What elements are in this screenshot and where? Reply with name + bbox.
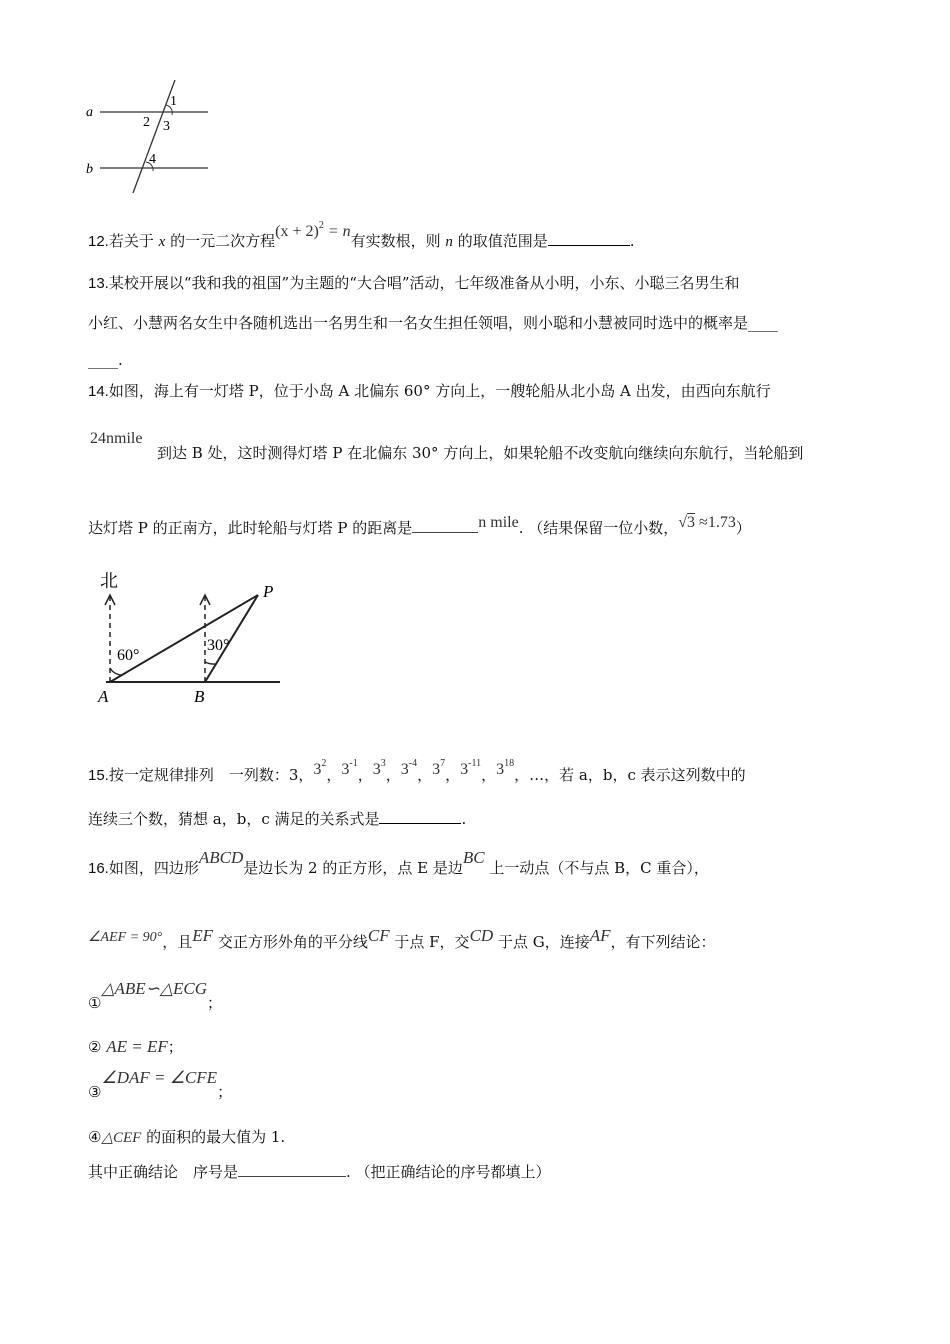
q14-unit: n mile	[478, 514, 519, 531]
question-14-line3	[88, 514, 751, 539]
label-a: a	[86, 105, 93, 120]
math-ef: EF	[192, 926, 214, 945]
math-af: AF	[589, 926, 611, 945]
q15-text-2: ，…，若 a，b，c 表示这列数中的	[514, 766, 746, 784]
question-16-line1: 16.如图，四边形ABCD是边长为 2 的正方形，点 E 是边BC 上一动点（不与点 B，C 重合），	[88, 848, 709, 877]
var-x: x	[158, 234, 166, 250]
term-7: $3^{18}$	[496, 758, 515, 778]
label-3: 3	[163, 119, 170, 134]
term-4: $3^{-4}$	[400, 758, 418, 778]
c4-math: △CEF	[101, 1130, 142, 1146]
term-3: $3^3$	[372, 758, 386, 778]
q13-text-2: 小红、小慧两名女生中各随机选出一名男生和一名女生担任领唱，则小聪和小慧被同时选中的概率是____	[88, 314, 779, 332]
question-13-line2	[88, 313, 778, 333]
q13-text-1: 某校开展以“我和我的祖国”为主题的“大合唱”活动，七年级准备从小明，小东、小聪三名男生和	[108, 274, 740, 292]
label-b: b	[86, 162, 93, 177]
q14-distance: 24nmile	[90, 430, 143, 447]
final-answer-line: 其中正确结论 序号是 . （把正确结论的序号都填上）	[88, 1163, 551, 1181]
term-6: $3^{-11}$	[460, 758, 482, 778]
question-number: 15.	[88, 767, 109, 784]
math-abcd: ABCD	[198, 848, 244, 867]
angle-arc-60	[110, 668, 122, 675]
answer-blank[interactable]	[379, 809, 461, 824]
label-2: 2	[143, 115, 150, 130]
question-12: 12.若关于 x 的一元二次方程$(x + 2)^2 = n$有实数根，则 n 的取值范围是 .	[88, 220, 635, 250]
conclusion-4: ④△CEF 的面积的最大值为 1.	[88, 1128, 286, 1146]
sqrt-expr: √3 ≈1.73	[678, 514, 736, 531]
var-n: n	[445, 234, 453, 250]
label-b: B	[194, 687, 205, 706]
answer-blank[interactable]	[548, 231, 630, 246]
q12-text-4: 的取值范围是	[457, 232, 548, 250]
conclusion-2: ② AE = EF；	[88, 1037, 183, 1056]
math-bc: BC	[462, 848, 485, 867]
label-1: 1	[170, 94, 177, 109]
q14-text-3a: 达灯塔 P 的正南方，此时轮船与灯塔 P 的距离是	[88, 519, 413, 537]
question-number: 14.	[88, 383, 109, 400]
angle-arc-30	[205, 662, 215, 664]
q15-text-1: 按一定规律排列 一列数：3，	[108, 766, 314, 784]
answer-blank[interactable]	[238, 1162, 346, 1177]
question-13-line3	[88, 350, 123, 370]
math-cf: CF	[367, 926, 390, 945]
q14-text-2: 到达 B 处，这时测得灯塔 P 在北偏东 30° 方向上，如果轮船不改变航向继续向东航行，当轮船到	[157, 444, 804, 462]
label-30: 30°	[207, 637, 230, 654]
label-60: 60°	[117, 647, 140, 664]
question-number: 12.	[88, 233, 109, 250]
term-1: $3^2$	[313, 758, 327, 778]
lighthouse-figure	[88, 565, 298, 715]
label-north: 北	[100, 571, 118, 591]
label-p: P	[263, 582, 274, 601]
question-number: 13.	[88, 275, 109, 292]
question-number: 16.	[88, 860, 109, 877]
q12-text-3: 有实数根，则	[350, 232, 441, 250]
answer-blank[interactable]	[412, 518, 478, 533]
math-angle-aef: ∠AEF = 90°	[88, 930, 163, 945]
parallel-lines-figure	[80, 75, 220, 200]
question-14-line1	[88, 381, 771, 402]
question-14-line2	[157, 443, 803, 463]
q14-text-3c: ）	[735, 519, 751, 537]
q13-text-3: ____.	[88, 351, 123, 369]
question-13-line1	[88, 273, 740, 294]
term-2: $3^{-1}$	[341, 758, 358, 778]
conclusion-1: ①△ABE∽△ECG；	[88, 979, 223, 1012]
conclusion-3: ③∠DAF = ∠CFE；	[88, 1068, 233, 1101]
q14-text-3b: . （结果保留一位小数，	[518, 519, 679, 537]
segment-ap	[110, 595, 258, 682]
question-16-line2: ∠AEF = 90°，且EF 交正方形外角的平分线CF 于点 F，交CD 于点 G，连接AF，有下列结论：	[88, 926, 716, 951]
equation: $(x + 2)^2 = n$	[275, 220, 351, 240]
q12-text-2: 的一元二次方程	[170, 232, 276, 250]
q15-text-3: 连续三个数，猜想 a，b，c 满足的关系式是	[88, 810, 380, 828]
c1-math: △ABE∽△ECG	[101, 979, 207, 998]
q14-text-1: 如图，海上有一灯塔 P，位于小岛 A 北偏东 60° 方向上，一艘轮船从北小岛 A 出发，由西向东航行	[108, 382, 771, 400]
term-5: $3^7$	[432, 758, 446, 778]
question-15-line1: 15.按一定规律排列 一列数：3，$3^2$，$3^{-1}$，$3^3$，$3^{-4}$，$3^7$，$3^{-11}$，$3^{18}$，…，若 a，b，c 表示这列数中的	[88, 758, 746, 784]
q12-text-1: 若关于	[108, 232, 154, 250]
transversal	[133, 80, 175, 193]
math-cd: CD	[469, 926, 494, 945]
c2-math: AE = EF	[106, 1037, 168, 1056]
label-4: 4	[149, 152, 156, 167]
c3-math: ∠DAF = ∠CFE	[101, 1068, 218, 1087]
label-a: A	[98, 687, 109, 706]
question-15-line2: 连续三个数，猜想 a，b，c 满足的关系式是 .	[88, 810, 467, 828]
